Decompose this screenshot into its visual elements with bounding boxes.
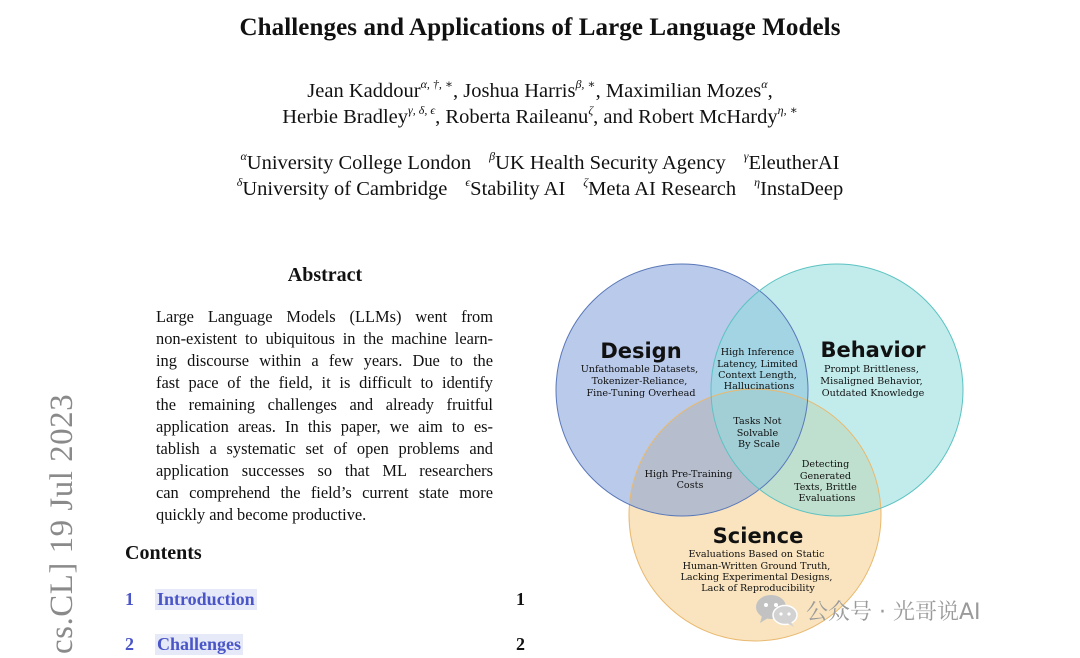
author: Jean Kaddour$^{\alpha, \dagger, ∗}$,: [307, 77, 464, 102]
science-heading: Science: [712, 524, 804, 548]
abstract-line: the remaining challenges and already fruitful: [156, 395, 493, 414]
author: Maximilian Mozes$^\alpha$,: [605, 77, 773, 102]
authors-line-1: [0, 77, 1080, 103]
toc-number: 1: [125, 589, 134, 609]
design-issues: Unfathomable Datasets, Tokenizer-Reliance, Fine-Tuning Overhead: [580, 364, 699, 399]
toc-number: 2: [125, 634, 134, 654]
affiliations-line-2: [0, 175, 1080, 201]
affiliation: $^\eta$InstaDeep: [754, 175, 844, 200]
author: Robert McHardy$^{\eta, ∗}$: [638, 103, 798, 128]
toc-entry-introduction[interactable]: [125, 589, 525, 613]
author: Joshua Harris$^{\beta, ∗}$,: [463, 77, 606, 102]
paper-title: Challenges and Applications of Large Language Models: [239, 14, 841, 41]
science-issues: Evaluations Based on Static Human-Written Ground Truth, Lacking Experimental Designs, Lack of Reproducibility: [680, 549, 833, 594]
watermark: [752, 590, 1052, 630]
abstract-line: application areas. In this paper, we aim to es-: [156, 417, 493, 436]
abstract-line: fast pace of the field, it is difficult to identify: [156, 373, 493, 392]
abstract-heading: Abstract: [287, 264, 363, 286]
affiliation: $^\gamma$EleutherAI: [743, 149, 840, 174]
abstract-line: quickly and become productive.: [156, 505, 367, 524]
abstract-line: can comprehend the field’s current state more: [156, 483, 493, 502]
behavior-heading: Behavior: [820, 338, 926, 362]
abstract-line: tablish a systematic set of open problems and: [156, 439, 493, 458]
toc-page-number: 2: [516, 634, 525, 654]
wechat-icon: [754, 592, 800, 628]
abstract-line: application successes so that ML researchers: [156, 461, 493, 480]
behavior-issues: Prompt Brittleness, Misaligned Behavior, Outdated Knowledge: [820, 364, 925, 399]
author: Herbie Bradley$^{\gamma, \delta, \epsilon}$,: [282, 103, 446, 128]
affiliations-line-1: [0, 149, 1080, 175]
toc-entry-challenges[interactable]: [125, 634, 525, 658]
toc-page-number: 1: [516, 589, 525, 609]
affiliation: $^\beta$UK Health Security Agency: [489, 149, 726, 174]
arxiv-stamp: cs.CL] 19 Jul 2023: [44, 393, 80, 654]
design-heading: Design: [600, 339, 682, 363]
design-behavior-overlap-text: High Inference Latency, Limited Context Length, Hallucinations: [717, 347, 798, 392]
abstract-line: Large Language Models (LLMs) went from: [156, 307, 493, 326]
abstract-line: ing discourse within a few years. Due to the: [156, 351, 493, 370]
author: Roberta Raileanu$^\zeta$, and: [445, 103, 639, 128]
toc-link[interactable]: Introduction: [157, 589, 255, 609]
abstract-body: [156, 306, 493, 526]
affiliation: $^\alpha$University College London: [240, 149, 472, 174]
contents-heading: Contents: [125, 542, 202, 564]
design-science-overlap-text: High Pre-Training Costs: [644, 469, 733, 491]
watermark-text: 公众号 · 光哥说AI: [806, 600, 981, 625]
behavior-science-overlap-text: Detecting Generated Texts, Brittle Evaluations: [794, 459, 857, 504]
affiliation: $^\epsilon$Stability AI: [465, 175, 566, 200]
center-overlap-text: Tasks Not Solvable By Scale: [733, 416, 782, 450]
authors-line-2: [0, 103, 1080, 129]
abstract-line: non-existent to ubiquitous in the machine learn-: [156, 329, 493, 348]
affiliation: $^\zeta$Meta AI Research: [583, 175, 737, 200]
affiliation: $^\delta$University of Cambridge: [236, 175, 448, 200]
toc-link[interactable]: Challenges: [157, 634, 242, 654]
